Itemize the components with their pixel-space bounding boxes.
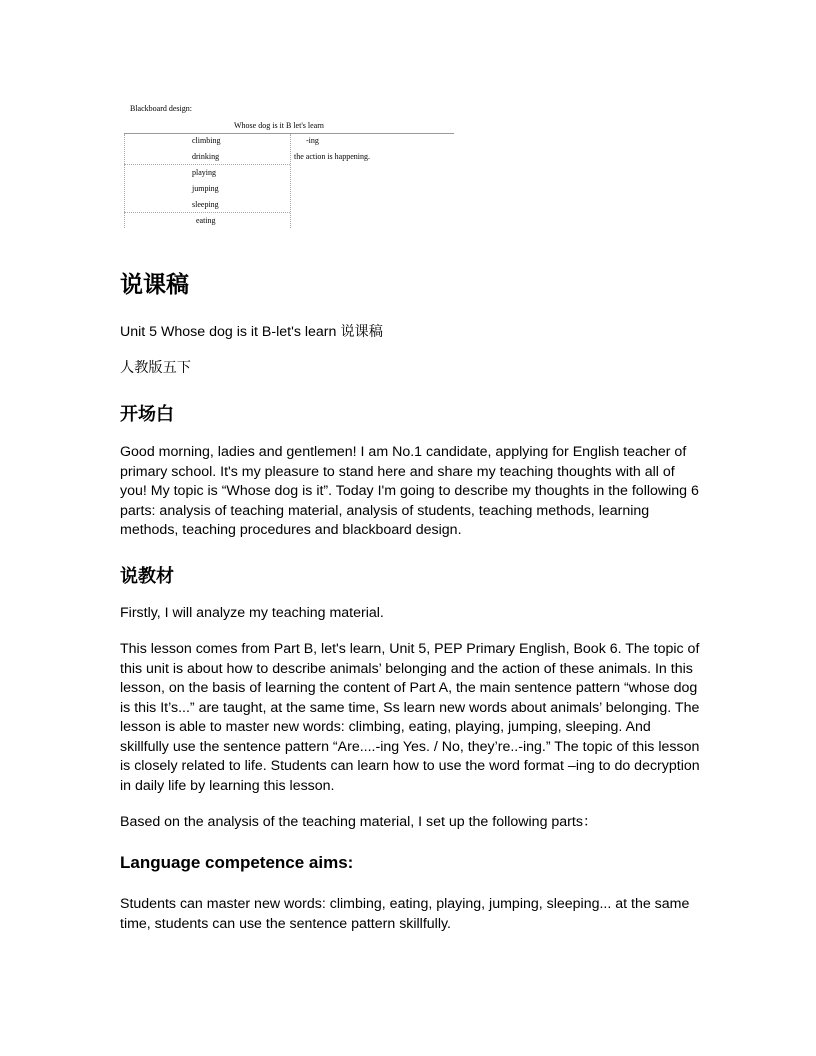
table-border <box>124 212 290 213</box>
suffix-cell: -ing <box>306 136 319 145</box>
blackboard-title: Blackboard design: <box>130 104 192 113</box>
material-paragraph: This lesson comes from Part B, let's learn, Unit 5, PEP Primary English, Book 6. The topic of this unit is about how to describe animals’ belonging and the action of these animals. In this lesson, on the basis of learning the content of Part A, the main sentence pattern “whose dog is this It’s...” are taught, at the same time, Ss learn new words about animals’ belonging. The lesson is able to master new words: climbing, eating, playing, jumping, sleeping. And skillfully use the sentence pattern “Are....-ing Yes. / No, they’re..-ing.” The topic of this lesson is closely related to life. Students can learn how to use the word format –ing to do decryption in daily life by learning this lesson. <box>120 641 700 794</box>
blackboard-design <box>124 100 456 228</box>
word-cell: climbing <box>192 136 221 145</box>
opening-paragraph: Good morning, ladies and gentlemen! I am No.1 candidate, applying for English teacher of primary school. It's my pleasure to stand here and share my teaching thoughts with all of you! My topic is “Whose dog is it”. Today I'm going to describe my thoughts in the following 6 parts: analysis of teaching material, analysis of students, teaching methods, learning methods, teaching procedures and blackboard design. <box>120 444 699 538</box>
word-cell: eating <box>196 216 216 225</box>
table-border <box>290 134 291 228</box>
document-subtitle: Unit 5 Whose dog is it B-let's learn 说课稿 <box>120 324 383 340</box>
material-intro: Firstly, I will analyze my teaching material. <box>120 605 384 621</box>
material-basis: Based on the analysis of the teaching material, I set up the following parts： <box>120 814 598 830</box>
material-heading: 说教材 <box>120 566 174 587</box>
word-cell: sleeping <box>192 200 219 209</box>
table-border <box>124 134 125 228</box>
aims-heading: Language competence aims: <box>120 853 354 872</box>
word-cell: playing <box>192 168 216 177</box>
aims-paragraph: Students can master new words: climbing, eating, playing, jumping, sleeping... at the same time, students can use the sentence pattern skillfully. <box>120 896 690 932</box>
word-cell: jumping <box>192 184 219 193</box>
blackboard-table <box>124 134 454 228</box>
edition-label: 人教版五下 <box>120 360 191 376</box>
note-cell: the action is happening. <box>294 152 370 161</box>
word-cell: drinking <box>192 152 220 161</box>
document-title: 说课稿 <box>120 272 189 298</box>
opening-heading: 开场白 <box>120 404 174 425</box>
table-border <box>124 164 290 165</box>
blackboard-heading: Whose dog is it B let's learn <box>234 121 324 130</box>
